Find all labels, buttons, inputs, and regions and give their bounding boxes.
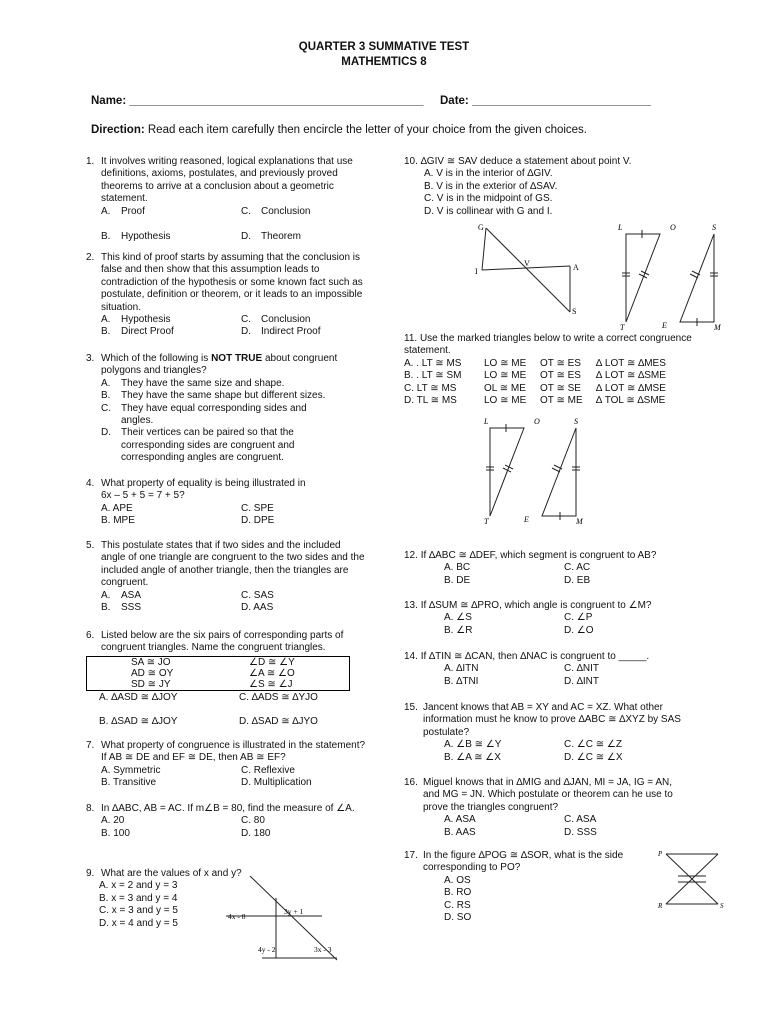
svg-text:S: S bbox=[572, 307, 577, 316]
direction-text: Read each item carefully then encircle the letter of your choice from the given choices. bbox=[144, 124, 588, 136]
choice-c[interactable]: C. SPE bbox=[241, 502, 274, 514]
svg-text:O: O bbox=[534, 417, 540, 426]
pairs-box: SA ≅ JO ∠D ≅ ∠Y AD ≅ OY ∠A ≅ ∠O SD ≅ JY ∠S ≅ ∠J bbox=[86, 656, 350, 691]
choice-b[interactable]: B. They have the same shape but different sizes. bbox=[101, 390, 326, 402]
choice-a[interactable]: A. APE bbox=[101, 502, 133, 514]
choice-a[interactable]: A. Symmetric bbox=[101, 764, 161, 776]
svg-text:R: R bbox=[658, 902, 663, 910]
label-4y-2: 4y - 2 bbox=[258, 945, 276, 954]
choice-c[interactable]: C. 80 bbox=[241, 815, 265, 827]
choice-c[interactable]: C. Reflexive bbox=[241, 764, 295, 776]
svg-text:S: S bbox=[712, 223, 716, 232]
choice-d[interactable]: D. EB bbox=[564, 574, 591, 586]
question-9: 9. What are the values of x and y? A. x = 2 and y = 3 B. x = 3 and y = 4 C. x = 3 and y = 5 D. x = 4 and y = 5 bbox=[86, 868, 366, 930]
choice-a[interactable]: A. Hypothesis bbox=[101, 314, 171, 326]
svg-text:T: T bbox=[620, 323, 625, 330]
question-16: 16. Miguel knows that in ∆MIG and ∆JAN, MI = JA, IG = AN, and MG = JN. Which postulate or theorem can he use to prove the triangles congruent? A. ASA C. ASA B. AAS D. SSS bbox=[404, 777, 684, 839]
choice-b[interactable]: B. Transitive bbox=[101, 777, 157, 789]
choice-a[interactable]: A. ∆ASD ≅ ∆JOY bbox=[99, 691, 178, 703]
question-1 bbox=[86, 156, 366, 243]
choice-a[interactable]: A. V is in the interior of ∆GIV. bbox=[424, 168, 553, 180]
choice-c[interactable]: C. They have equal corresponding sides and angles. bbox=[101, 402, 307, 427]
question-5: 5. This postulate states that if two sides and the included angle of one triangle are congruent to the two sides and the included angle of another triangle, then the triangles are congruent. A. ASA C. SAS B. SSS D. AAS bbox=[86, 540, 366, 614]
question-text: It involves writing reasoned, logical explanations that use definitions, axioms, postulates, and previously proved theorems to arrive at a conclusion about a geometric statement. bbox=[101, 156, 353, 205]
choice-d[interactable]: D. Theorem bbox=[241, 231, 302, 243]
question-13: 13. If ∆SUM ≅ ∆PRO, which angle is congruent to ∠M? A. ∠S C. ∠P B. ∠R D. ∠O bbox=[404, 600, 704, 637]
choice-a[interactable]: A. ∆ITN bbox=[444, 663, 479, 675]
svg-text:S: S bbox=[574, 417, 578, 426]
svg-text:S: S bbox=[720, 902, 724, 910]
choice-c[interactable]: C. AC bbox=[564, 562, 591, 574]
choice-a[interactable]: A. ASA bbox=[444, 814, 476, 826]
choice-c[interactable]: C. ∆ADS ≅ ∆YJO bbox=[239, 691, 318, 703]
choice-c[interactable]: C. ∆NIT bbox=[564, 663, 600, 675]
choice-a[interactable]: A. They have the same size and shape. bbox=[101, 377, 285, 389]
choice-b[interactable]: B. Hypothesis bbox=[101, 231, 171, 243]
direction bbox=[91, 124, 587, 136]
question-10: 10. ∆GIV ≅ SAV deduce a statement about point V. A. V is in the interior of ∆GIV. B. V is in the exterior of ∆SAV. C. V is in the midpoint of GS. D. V is collinear with G and I. bbox=[404, 156, 684, 218]
svg-text:M: M bbox=[576, 517, 583, 524]
svg-text:L: L bbox=[618, 223, 623, 232]
choice-b[interactable]: B. RO bbox=[444, 887, 472, 899]
choice-b[interactable]: B. MPE bbox=[101, 515, 135, 527]
choice-c[interactable]: C. SAS bbox=[241, 589, 274, 601]
choice-c[interactable]: C. ∠C ≅ ∠Z bbox=[564, 739, 622, 751]
parallelogram-figure bbox=[222, 872, 348, 964]
choice-c[interactable]: C. Conclusion bbox=[241, 205, 311, 217]
choice-c[interactable]: C. V is in the midpoint of GS. bbox=[424, 193, 553, 205]
choice-a[interactable]: A. Proof bbox=[101, 205, 145, 217]
svg-text:E: E bbox=[524, 515, 529, 524]
choice-d[interactable]: D. x = 4 and y = 5 bbox=[99, 917, 178, 929]
choice-d[interactable]: D. V is collinear with G and I. bbox=[424, 205, 553, 217]
svg-text:P: P bbox=[658, 850, 663, 858]
subject-title: MATHEMTICS 8 bbox=[341, 56, 427, 68]
choice-d[interactable]: D. Multiplication bbox=[241, 777, 312, 789]
choice-d[interactable]: D. DPE bbox=[241, 515, 275, 527]
svg-text:T: T bbox=[484, 517, 489, 524]
choice-d[interactable]: D. SSS bbox=[564, 826, 597, 838]
choice-b[interactable]: B. Direct Proof bbox=[101, 326, 174, 338]
choice-a[interactable]: A. BC bbox=[444, 562, 471, 574]
choice-a[interactable]: A. ASA bbox=[101, 589, 142, 601]
choice-d[interactable]: D. AAS bbox=[241, 602, 274, 614]
label-4x-8: 4x - 8 bbox=[228, 912, 246, 921]
choice-c[interactable]: C. x = 3 and y = 5 bbox=[99, 905, 178, 917]
choice-a[interactable]: A. x = 2 and y = 3 bbox=[99, 880, 178, 892]
question-2: 2. This kind of proof starts by assuming that the conclusion is false and then show that this assumption leads to contradiction of the hypothesis or some known fact such as postulate, definition or theorem, or it leads to an impossible situation. A. Hypothesis C. Conclusion B. Direct Proof D. Indirect Proof bbox=[86, 252, 366, 339]
choice-a[interactable]: A. ∠B ≅ ∠Y bbox=[444, 739, 502, 751]
question-8: 8. In ∆ABC, AB = AC. If m∠B = 80, find the measure of ∠A. A. 20 C. 80 B. 100 D. 180 bbox=[86, 803, 366, 840]
choice-a[interactable]: A. OS bbox=[444, 874, 471, 886]
choice-b[interactable]: B. V is in the exterior of ∆SAV. bbox=[424, 180, 558, 192]
choice-d[interactable]: D. Their vertices can be paired so that the corresponding sides are congruent and corresponding angles are congruent. bbox=[101, 427, 295, 464]
question-number: 1. bbox=[86, 156, 95, 167]
test-title: QUARTER 3 SUMMATIVE TEST bbox=[298, 41, 470, 53]
choice-c[interactable]: C. Conclusion bbox=[241, 314, 311, 326]
choice-d[interactable]: D. TL ≅ MS LO ≅ ME OT ≅ ME ∆ TOL ≅ ∆SME bbox=[404, 395, 666, 407]
choice-b[interactable]: B. AAS bbox=[444, 826, 476, 838]
choice-a[interactable]: A. 20 bbox=[101, 815, 125, 827]
choice-b[interactable]: B. DE bbox=[444, 574, 471, 586]
lot-mes-figure-2 bbox=[478, 412, 594, 524]
choice-c[interactable]: C. RS bbox=[444, 899, 471, 911]
svg-text:M: M bbox=[714, 323, 721, 330]
choice-d[interactable]: D. ∆SAD ≅ ∆JYO bbox=[239, 716, 318, 728]
choice-b[interactable]: B. SSS bbox=[101, 602, 142, 614]
question-4: 4. What property of equality is being illustrated in 6x – 5 + 5 = 7 + 5? A. APE C. SPE B. MPE D. DPE bbox=[86, 478, 366, 528]
choice-b[interactable]: B. ∆SAD ≅ ∆JOY bbox=[99, 716, 178, 728]
choice-b[interactable]: B. ∠R bbox=[444, 624, 473, 636]
choice-b[interactable]: B. x = 3 and y = 4 bbox=[99, 892, 178, 904]
choice-b[interactable]: B. ∠A ≅ ∠X bbox=[444, 751, 501, 763]
label-3x-3: 3x - 3 bbox=[314, 945, 332, 954]
choice-c[interactable]: C. ASA bbox=[564, 814, 597, 826]
choice-c[interactable]: C. LT ≅ MS OL ≅ ME OT ≅ SE ∆ LOT ≅ ∆MSE bbox=[404, 382, 666, 394]
choice-b[interactable]: B. . LT ≅ SM LO ≅ ME OT ≅ ES ∆ LOT ≅ ∆SME bbox=[404, 370, 666, 382]
question-6: 6. Listed below are the six pairs of corresponding parts of congruent triangles. Name the congruent triangles. SA ≅ JO ∠D ≅ ∠Y AD ≅ OY ∠A ≅ ∠O SD ≅ JY ∠S ≅ ∠J A. ∆ASD ≅ ∆JOY C. ∆ADS ≅ ∆YJO B. ∆SAD ≅ ∆JOY D. ∆SAD ≅ ∆JYO bbox=[86, 630, 366, 729]
label-3y-1: 3y + 1 bbox=[284, 907, 304, 916]
choice-d[interactable]: D. ∠O bbox=[564, 624, 594, 636]
choice-b[interactable]: B. 100 bbox=[101, 827, 130, 839]
svg-text:V: V bbox=[524, 259, 530, 268]
question-14: 14. If ∆TIN ≅ ∆CAN, then ∆NAC is congruent to _____. A. ∆ITN C. ∆NIT B. ∆TNI D. ∆INT bbox=[404, 651, 704, 688]
question-3: 3. Which of the following is NOT TRUE about congruent polygons and triangles? A. They have the same size and shape. B. They have the same shape but different sizes. C. They have equal corresponding sides and angles. D. Their vertices can be paired so that the corresponding sides are congruent and corresponding angles are congruent. bbox=[86, 353, 366, 465]
choice-a[interactable]: A. . LT ≅ MS LO ≅ ME OT ≅ ES ∆ LOT ≅ ∆MES bbox=[404, 357, 666, 369]
svg-text:A: A bbox=[573, 263, 579, 272]
choice-a[interactable]: A. ∠S bbox=[444, 612, 472, 624]
givsav-figure bbox=[474, 220, 586, 318]
choice-b[interactable]: B. ∆TNI bbox=[444, 675, 479, 687]
choice-d[interactable]: D. ∆INT bbox=[564, 675, 600, 687]
question-7: 7. What property of congruence is illustrated in the statement? If AB ≅ DE and EF ≅ DE, then AB ≅ EF? A. Symmetric C. Reflexive B. Transitive D. Multiplication bbox=[86, 740, 366, 790]
direction-label: Direction: bbox=[91, 124, 145, 136]
pog-sor-figure bbox=[656, 846, 730, 910]
question-12: 12. If ∆ABC ≅ ∆DEF, which segment is congruent to AB? A. BC C. AC B. DE D. EB bbox=[404, 550, 704, 587]
question-11 bbox=[404, 333, 724, 407]
choice-c[interactable]: C. ∠P bbox=[564, 612, 593, 624]
lot-mes-figure-1 bbox=[614, 218, 734, 330]
choice-d[interactable]: D. Indirect Proof bbox=[241, 326, 321, 338]
question-text: This kind of proof starts by assuming that the conclusion is false and then show that this assumption leads to contradiction of the hypothesis or some known fact such as postulate, definition or theorem, or it leads to an impossible situation. bbox=[101, 252, 363, 313]
svg-text:I: I bbox=[475, 267, 478, 276]
name-field[interactable]: Name: ______________________________________________ bbox=[91, 95, 424, 107]
svg-text:E: E bbox=[662, 321, 667, 330]
choice-d[interactable]: D. SO bbox=[444, 912, 472, 924]
question-17: 17. In the figure ∆POG ≅ ∆SOR, what is the side corresponding to PO? A. OS B. RO C. RS D. SO bbox=[404, 850, 644, 924]
svg-text:O: O bbox=[670, 223, 676, 232]
question-text: 11. Use the marked triangles below to write a correct congruence statement. bbox=[404, 333, 692, 357]
question-15: 15. Jancent knows that AB = XY and AC = XZ. What other information must he know to prove ∆ABC ≅ ∆XYZ by SAS postulate? A. ∠B ≅ ∠Y C. ∠C ≅ ∠Z B. ∠A ≅ ∠X D. ∠C ≅ ∠X bbox=[404, 702, 684, 764]
svg-text:L: L bbox=[484, 417, 489, 426]
date-field[interactable]: Date: ____________________________ bbox=[440, 95, 652, 107]
choice-d[interactable]: D. ∠C ≅ ∠X bbox=[564, 751, 623, 763]
svg-text:G: G bbox=[478, 223, 484, 232]
equation: 6x – 5 + 5 = 7 + 5? bbox=[101, 490, 185, 502]
choice-d[interactable]: D. 180 bbox=[241, 827, 271, 839]
